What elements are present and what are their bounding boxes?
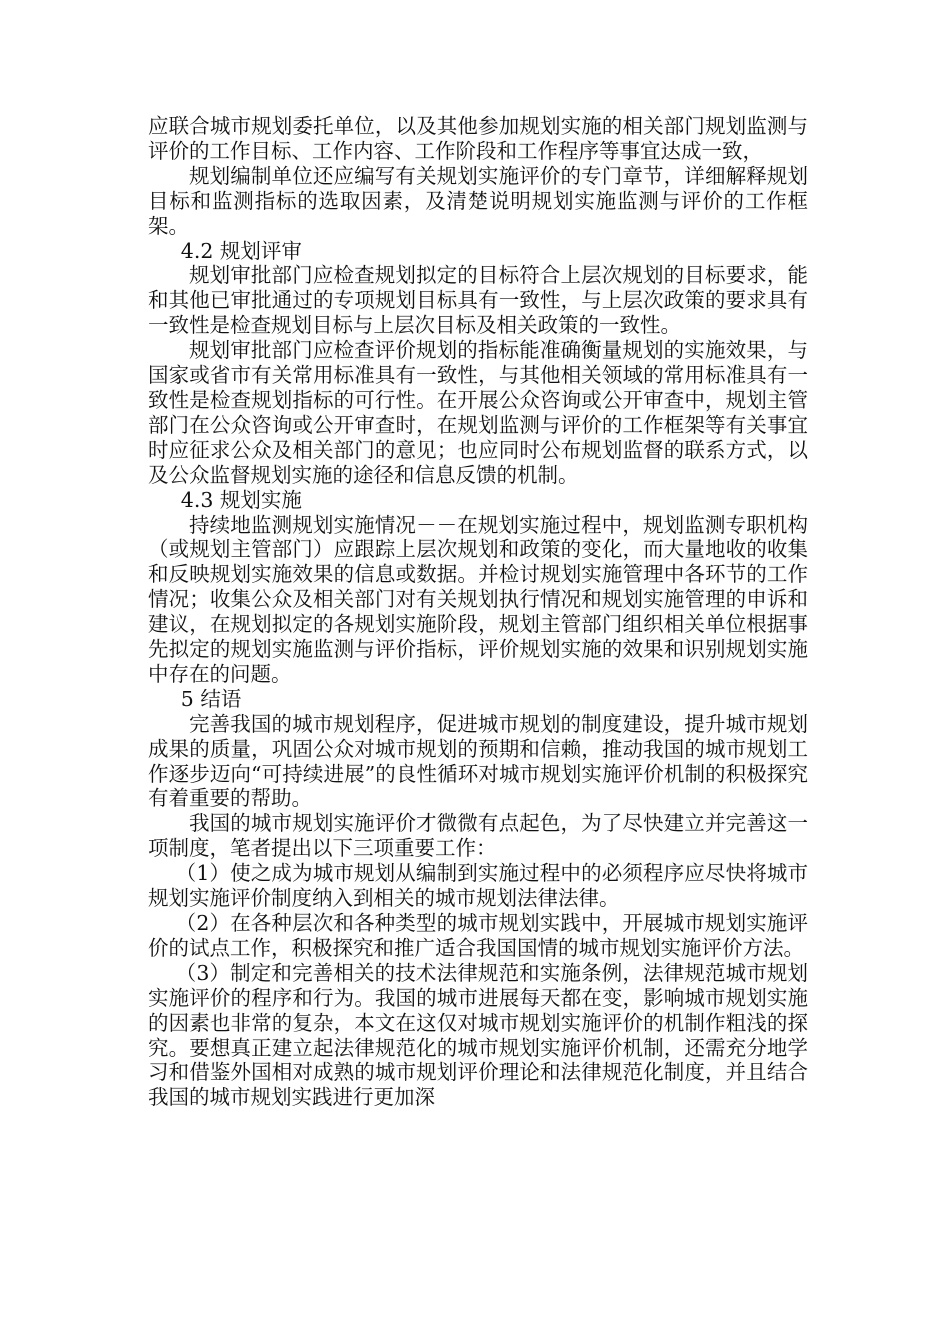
list-item-3: （3）制定和完善相关的技术法律规范和实施条例，法律规范城市规划实施评价的程序和行为。我国的城市进展每天都在变，影响城市规划实施的因素也非常的复杂，本文在这仅对城市规划实施评价的机制作粗浅的探究。要想真正建立起法律规范化的城市规划实施评价机制，还需充分地学习和借鉴外国相对成熟的城市规划评价理论和法律规范化制度，并且结合我国的城市规划实践进行更加深 [148,960,808,1110]
paragraph-7: 我国的城市规划实施评价才微微有点起色，为了尽快建立并完善这一项制度，笔者提出以下三项重要工作： [148,811,808,861]
paragraph-1: 应联合城市规划委托单位，以及其他参加规划实施的相关部门规划监测与评价的工作目标、工作内容、工作阶段和工作程序等事宜达成一致， [148,114,808,163]
paragraph-2: 规划编制单位还应编写有关规划实施评价的专门章节，详细解释规划目标和监测指标的选取因素，及清楚说明规划实施监测与评价的工作框架。 [148,163,808,238]
paragraph-3: 规划审批部门应检查规划拟定的目标符合上层次规划的目标要求，能和其他已审批通过的专项规划目标具有一致性，与上层次政策的要求具有一致性是检查规划目标与上层次目标及相关政策的一致性。 [148,263,808,338]
paragraph-5: 持续地监测规划实施情况－－在规划实施过程中，规划监测专职机构（或规划主管部门）应跟踪上层次规划和政策的变化，而大量地收的收集和反映规划实施效果的信息或数据。并检讨规划实施管理中各环节的工作情况；收集公众及相关部门对有关规划执行情况和规划实施管理的申诉和建议，在规划拟定的各规划实施阶段，规划主管部门组织相关单位根据事先拟定的规划实施监测与评价指标，评价规划实施的效果和识别规划实施中存在的问题。 [148,512,808,686]
document-body [148,114,808,1110]
section-heading-4-3: 4.3 规划实施 [180,487,302,512]
paragraph-6: 完善我国的城市规划程序，促进城市规划的制度建设，提升城市规划成果的质量，巩固公众对城市规划的预期和信赖，推动我国的城市规划工作逐步迈向“可持续进展”的良性循环对城市规划实施评价机制的积极探究有着重要的帮助。 [148,711,808,811]
section-heading-5: 5 结语 [180,686,242,711]
list-item-1: （1）使之成为城市规划从编制到实施过程中的必须程序应尽快将城市规划实施评价制度纳入到相关的城市规划法律法律。 [148,861,808,911]
section-heading-4-2: 4.2 规划评审 [180,238,302,263]
list-item-2: （2）在各种层次和各种类型的城市规划实践中，开展城市规划实施评价的试点工作，积极探究和推广适合我国国情的城市规划实施评价方法。 [148,911,808,960]
paragraph-4: 规划审批部门应检查评价规划的指标能准确衡量规划的实施效果，与国家或省市有关常用标准具有一致性，与其他相关领域的常用标准具有一致性是检查规划指标的可行性。在开展公众咨询或公开审查中，规划主管部门在公众咨询或公开审查时，在规划监测与评价的工作框架等有关事宜时应征求公众及相关部门的意见；也应同时公布规划监督的联系方式，以及公众监督规划实施的途径和信息反馈的机制。 [148,338,808,487]
